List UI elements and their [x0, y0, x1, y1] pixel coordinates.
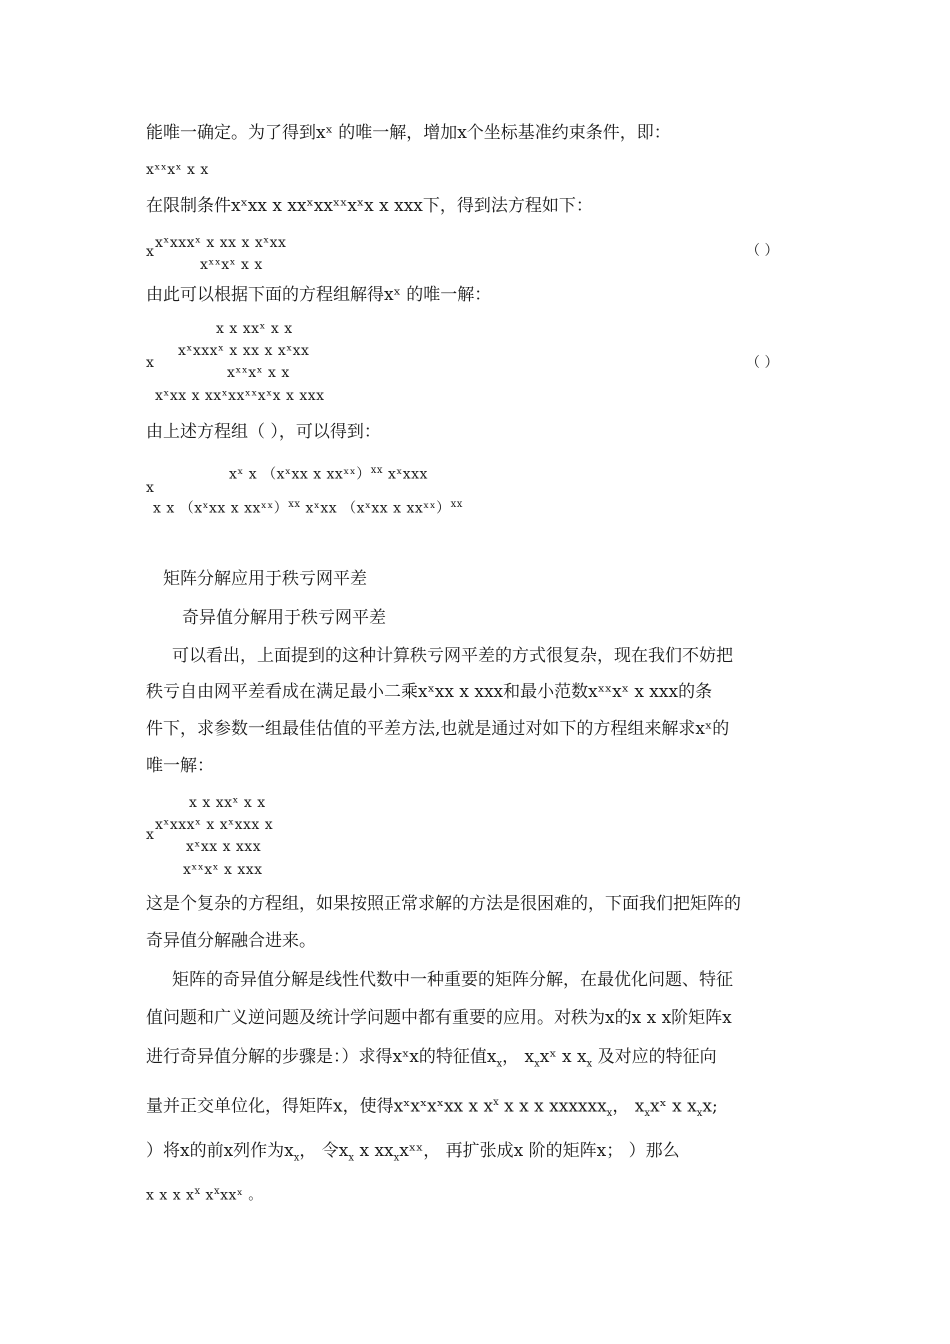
formula-line: [146, 1187, 263, 1203]
text-line: 由此可以根据下面的方程组解得xˣ 的唯一解：: [146, 285, 492, 305]
formula-line: xˣxx x xxˣxxˣˣxˣx x xxx: [155, 388, 325, 404]
formula-line: xˣxxxˣ x xx x xˣxx: [178, 343, 310, 359]
text-line: 在限制条件xˣxx x xxˣxxˣˣxˣx x xxx下，得到法方程如下：: [146, 196, 593, 216]
subscript: x: [496, 1058, 503, 1070]
text-part: xˣˣ， 再扩张成x 阶的矩阵x； ）那么: [399, 1141, 680, 1161]
text-part: x;: [702, 1096, 718, 1117]
text-line: 秩亏自由网平差看成在满足最小二乘xˣxx x xxx和最小范数xˣˣxˣ x xxx的条: [146, 682, 713, 702]
superscript: x: [213, 1186, 221, 1197]
text-part: xˣ x x: [649, 1096, 697, 1117]
formula-line: [153, 500, 463, 516]
superscript: x: [194, 1186, 201, 1197]
text-line: 可以看出，上面提到的这种计算秩亏网平差的方式很复杂，现在我们不妨把: [172, 646, 733, 666]
subscript: x: [606, 1108, 613, 1120]
text-line: 由上述方程组（ ），可以得到：: [146, 422, 381, 442]
formula-line: xˣxxxˣ x xx x xˣxx: [155, 235, 287, 251]
formula-part: xˣxxx: [387, 466, 428, 483]
text-line: [146, 1143, 680, 1163]
formula-symbol: x: [146, 480, 155, 496]
subsection-heading: 奇异值分解用于秩亏网平差: [182, 608, 386, 628]
equation-number: （ ）: [746, 355, 779, 371]
subscript: x: [586, 1058, 593, 1070]
section-heading: 矩阵分解应用于秩亏网平差: [163, 569, 367, 589]
subscript: x: [534, 1058, 540, 1070]
formula-line: x x xxˣ x x: [189, 795, 266, 811]
text-part: 及对应的特征向: [597, 1047, 717, 1067]
formula-line: [229, 466, 428, 482]
formula-line: xˣˣxˣ x x: [227, 365, 290, 381]
text-part: x x x xxxxxx: [504, 1096, 607, 1117]
text-line: 唯一解：: [146, 756, 214, 776]
formula-part: xˣxx （xˣxx x xxˣˣ）: [305, 500, 451, 517]
formula-sup: xx: [370, 465, 383, 476]
formula-line: xˣˣxˣ x x: [146, 162, 209, 178]
text-line: [146, 1049, 717, 1069]
formula-part: xˣ x （xˣxx x xxˣˣ）: [229, 466, 371, 483]
text-part: 量并正交单位化，得矩阵x，使得xˣxˣxˣxx x x: [146, 1096, 494, 1117]
formula-sup: xx: [288, 499, 301, 510]
subscript: x: [293, 1152, 300, 1164]
text-part: x xx: [359, 1141, 394, 1161]
text-part: ， x: [612, 1096, 645, 1117]
equation-number: （ ）: [746, 243, 779, 259]
text-part: xˣ x x: [539, 1047, 587, 1067]
subscript: x: [696, 1108, 703, 1120]
text-line: 值问题和广义逆问题及统计学问题中都有重要的应用。对秩为x的x x x阶矩阵x: [146, 1008, 732, 1028]
subscript: x: [644, 1108, 650, 1120]
superscript: x: [493, 1097, 499, 1108]
formula-symbol: x: [146, 827, 155, 843]
text-line: 矩阵的奇异值分解是线性代数中一种重要的矩阵分解，在最优化问题、特征: [172, 970, 733, 990]
text-part: 进行奇异值分解的步骤是：）求得xˣx的特征值x: [146, 1047, 497, 1067]
formula-part: x x x x: [146, 1187, 195, 1204]
formula-line: xˣxxxˣ x xˣxxx x: [155, 817, 274, 833]
subscript: x: [393, 1152, 400, 1164]
text-part: ）将x的前x列作为x: [146, 1141, 294, 1161]
formula-line: xˣxx x xxx: [186, 839, 262, 855]
formula-line: x x xxˣ x x: [216, 321, 293, 337]
text-line: 这是个复杂的方程组，如果按照正常求解的方法是很困难的，下面我们把矩阵的: [146, 894, 741, 914]
formula-part: x x （xˣxx x xxˣˣ）: [153, 500, 289, 517]
formula-symbol: x: [146, 244, 155, 260]
formula-symbol: x: [146, 355, 155, 371]
text-part: ， 令x: [299, 1141, 349, 1161]
text-part: ， x: [502, 1047, 535, 1067]
text-line: 件下，求参数一组最佳估值的平差方法,也就是通过对如下的方程组来解求xˣ的: [146, 719, 730, 739]
formula-part: xxˣ 。: [220, 1187, 263, 1204]
text-line: [146, 1098, 718, 1119]
formula-line: xˣˣxˣ x xxx: [183, 862, 263, 878]
formula-sup: xx: [450, 499, 463, 510]
subscript: x: [348, 1152, 355, 1164]
text-line: 奇异值分解融合进来。: [146, 931, 316, 951]
text-line: 能唯一确定。为了得到xˣ 的唯一解，增加x个坐标基准约束条件，即：: [146, 123, 671, 143]
formula-line: xˣˣxˣ x x: [200, 257, 263, 273]
formula-part: x: [205, 1187, 214, 1204]
